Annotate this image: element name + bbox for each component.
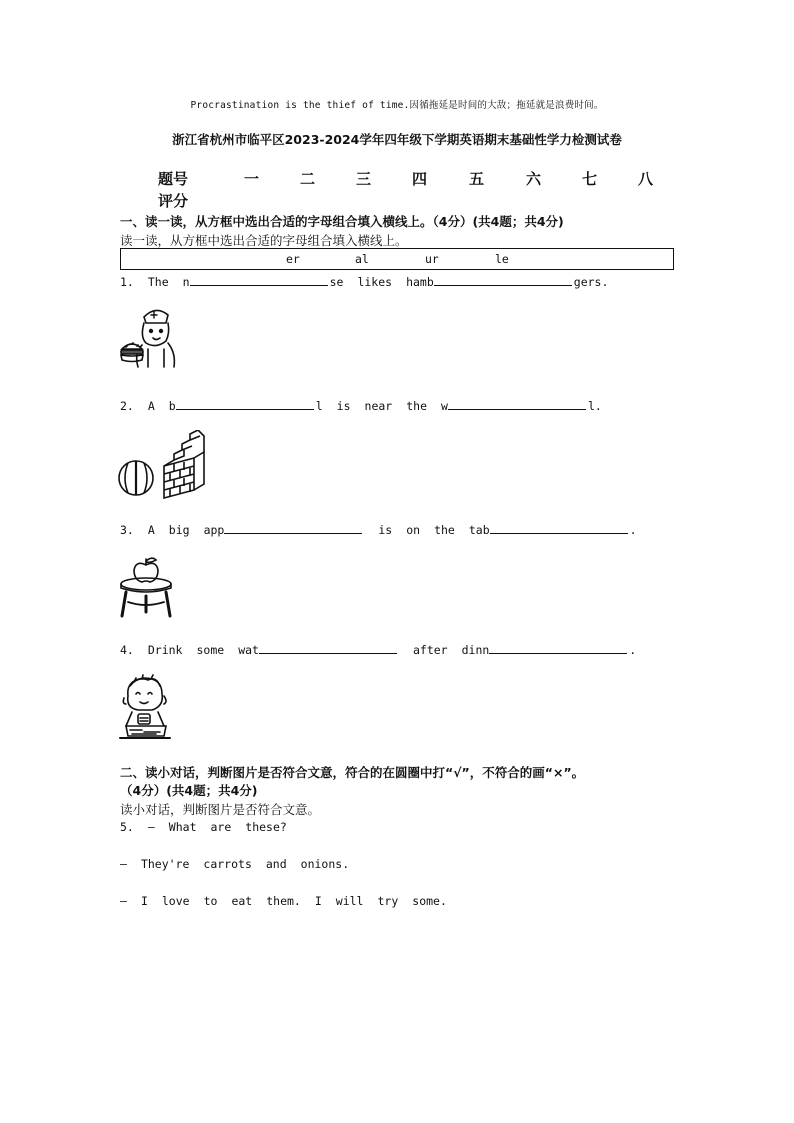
word: love: [161, 894, 190, 908]
word: They're: [140, 857, 190, 871]
section1-heading: 一、读一读，从方框中选出合适的字母组合填入横线上。（4分）(共4题；共4分): [120, 214, 564, 229]
word: eat: [231, 894, 253, 908]
section2-instruction: 读小对话，判断图片是否符合文意。: [120, 802, 321, 817]
answer-blank-2b[interactable]: [448, 397, 586, 410]
score-table-row1-label: 题号: [158, 170, 189, 188]
word: on: [406, 523, 421, 537]
word: w: [441, 399, 448, 413]
word: Drink: [147, 643, 183, 657]
word: hamb: [406, 275, 434, 289]
word: are: [210, 820, 232, 834]
answer-blank-1b[interactable]: [434, 273, 572, 286]
options-box: [120, 248, 674, 270]
word: likes: [357, 275, 393, 289]
word: dinn: [461, 643, 490, 657]
word: A: [147, 523, 155, 537]
word: try: [377, 894, 399, 908]
score-col-3: 三: [356, 170, 372, 188]
word: What: [168, 820, 197, 834]
word: is: [378, 523, 393, 537]
word: I: [140, 894, 148, 908]
word: app: [203, 523, 225, 537]
question-2: [120, 397, 602, 413]
answer-blank-1a[interactable]: [190, 273, 328, 286]
word: .: [629, 523, 637, 537]
question-number: 1.: [120, 275, 134, 289]
option-al: al: [355, 252, 369, 266]
dash: —: [120, 857, 127, 871]
answer-blank-3b[interactable]: [490, 521, 628, 534]
question-number: 5.: [120, 820, 134, 834]
word: The: [147, 275, 169, 289]
score-col-1: 一: [244, 170, 260, 188]
question-number: 3.: [120, 523, 134, 537]
section1-instruction: 读一读，从方框中选出合适的字母组合填入横线上。: [120, 233, 408, 248]
word: is: [336, 399, 351, 413]
option-er: er: [286, 252, 300, 266]
dash: —: [147, 820, 155, 834]
score-col-8: 八: [638, 170, 654, 188]
answer-blank-4a[interactable]: [259, 641, 397, 654]
nurse-with-hamburger-icon: [118, 303, 180, 369]
answer-blank-3a[interactable]: [224, 521, 362, 534]
answer-blank-2a[interactable]: [176, 397, 314, 410]
question-1: [120, 273, 608, 289]
question-number: 2.: [120, 399, 134, 413]
word: some: [196, 643, 225, 657]
ball-and-wall-icon: [118, 430, 210, 500]
word: them.: [266, 894, 301, 908]
word: l: [315, 399, 323, 413]
dash: —: [120, 894, 127, 908]
option-le: le: [495, 252, 509, 266]
score-col-5: 五: [469, 170, 485, 188]
word: wat: [238, 643, 259, 657]
word: I: [314, 894, 322, 908]
word: the: [434, 523, 455, 537]
score-col-6: 六: [526, 170, 542, 188]
question-3: [120, 521, 637, 537]
score-col-7: 七: [582, 170, 598, 188]
answer-blank-4b[interactable]: [489, 641, 627, 654]
apple-on-table-icon: [118, 556, 174, 618]
word: A: [147, 399, 155, 413]
exam-title: 浙江省杭州市临平区2023-2024学年四年级下学期英语期末基础性学力检测试卷: [172, 132, 622, 147]
word: after: [412, 643, 448, 657]
option-ur: ur: [425, 252, 439, 266]
word: some.: [412, 894, 447, 908]
word: near: [364, 399, 393, 413]
word: will: [335, 894, 364, 908]
word: these?: [245, 820, 287, 834]
dialogue-line-2: [120, 857, 349, 871]
word: carrots: [203, 857, 252, 871]
word: gers.: [573, 275, 609, 289]
word: the: [406, 399, 428, 413]
word: tab: [468, 523, 490, 537]
section2-heading-line1: 二、读小对话，判断图片是否符合文意，符合的在圆圈中打“√”，不符合的画“×”。: [120, 765, 585, 780]
dialogue-line-3: [120, 894, 447, 908]
word: .: [629, 643, 637, 657]
word: se: [329, 275, 344, 289]
motto-line: Procrastination is the thief of time.因循拖延是时间的大敌；拖延就是浪费时间。: [190, 100, 604, 111]
boy-eating-dinner-icon: [118, 674, 172, 742]
word: n: [182, 275, 190, 289]
score-table-row2-label: 评分: [158, 192, 189, 210]
question-4: [120, 641, 636, 657]
score-col-4: 四: [412, 170, 428, 188]
dialogue-line-1: [120, 820, 287, 834]
word: to: [203, 894, 218, 908]
score-col-2: 二: [300, 170, 316, 188]
word: and: [265, 857, 287, 871]
word: onions.: [300, 857, 350, 871]
section2-heading-line2: （4分）(共4题；共4分): [120, 783, 258, 798]
word: big: [168, 523, 190, 537]
word: l.: [587, 399, 602, 413]
word: b: [168, 399, 176, 413]
question-number: 4.: [120, 643, 134, 657]
